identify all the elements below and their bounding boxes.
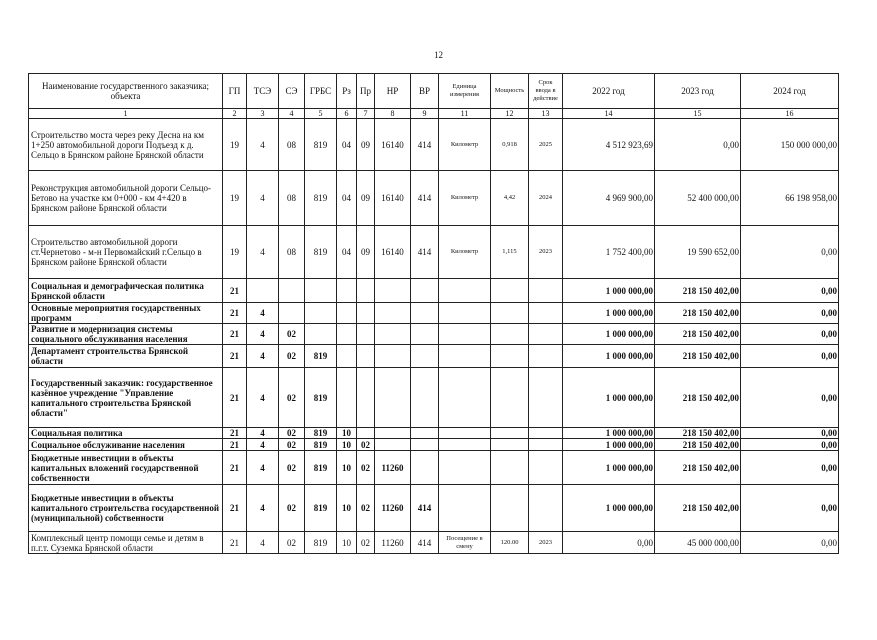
cell-amount-2022: 1 000 000,00 <box>563 324 655 345</box>
cell-pr <box>357 428 375 439</box>
cell-name: Бюджетные инвестиции в объекты капитальных вложений государственной собственности <box>29 451 223 485</box>
cell-amount-2024: 0,00 <box>741 226 839 279</box>
cell-tse: 4 <box>247 303 279 324</box>
cell-amount-2022: 1 000 000,00 <box>563 451 655 485</box>
cell-commission-date <box>529 485 563 532</box>
cell-name: Социальная политика <box>29 428 223 439</box>
cell-name: Строительство моста через реку Десна на км 1+250 автомобильной дороги Подъезд к д. Сельцо в Брянском районе Брянской области <box>29 119 223 171</box>
cell-nr: 16140 <box>375 226 411 279</box>
cell-vr <box>411 279 439 303</box>
header-row <box>29 74 839 109</box>
cell-gp: 19 <box>223 226 247 279</box>
cell-unit: Километр <box>439 119 491 171</box>
cell-pr: 09 <box>357 171 375 226</box>
cell-capacity <box>491 279 529 303</box>
cell-rz: 04 <box>337 226 357 279</box>
cell-se: 02 <box>279 324 305 345</box>
column-number: 15 <box>655 109 741 119</box>
cell-vr: 414 <box>411 171 439 226</box>
budget-table <box>28 73 839 554</box>
cell-rz: 04 <box>337 119 357 171</box>
cell-tse: 4 <box>247 368 279 428</box>
cell-vr: 414 <box>411 119 439 171</box>
cell-gp: 21 <box>223 532 247 554</box>
cell-capacity: 1,115 <box>491 226 529 279</box>
table-row <box>29 485 839 532</box>
cell-amount-2024: 0,00 <box>741 532 839 554</box>
cell-amount-2024: 0,00 <box>741 324 839 345</box>
cell-se <box>279 279 305 303</box>
cell-nr <box>375 368 411 428</box>
cell-amount-2023: 218 150 402,00 <box>655 279 741 303</box>
cell-tse: 4 <box>247 451 279 485</box>
cell-amount-2023: 218 150 402,00 <box>655 368 741 428</box>
column-number: 2 <box>223 109 247 119</box>
cell-se: 08 <box>279 226 305 279</box>
table-row <box>29 279 839 303</box>
cell-unit: Километр <box>439 226 491 279</box>
cell-amount-2022: 1 000 000,00 <box>563 368 655 428</box>
cell-tse: 4 <box>247 428 279 439</box>
cell-pr <box>357 303 375 324</box>
cell-unit <box>439 279 491 303</box>
cell-vr <box>411 439 439 451</box>
header-vr: ВР <box>411 74 439 109</box>
cell-vr: 414 <box>411 532 439 554</box>
column-number: 13 <box>529 109 563 119</box>
table-row <box>29 324 839 345</box>
cell-unit <box>439 324 491 345</box>
cell-nr <box>375 428 411 439</box>
cell-nr <box>375 303 411 324</box>
header-rz: Рз <box>337 74 357 109</box>
cell-vr <box>411 368 439 428</box>
header-commission-date: Срок ввода в действие <box>529 74 563 109</box>
cell-rz <box>337 279 357 303</box>
column-number: 5 <box>305 109 337 119</box>
cell-name: Развитие и модернизация системы социального обслуживания населения <box>29 324 223 345</box>
cell-commission-date <box>529 279 563 303</box>
cell-tse: 4 <box>247 119 279 171</box>
column-number: 1 <box>29 109 223 119</box>
cell-pr: 02 <box>357 439 375 451</box>
cell-amount-2022: 1 000 000,00 <box>563 439 655 451</box>
header-unit: Единица измерения <box>439 74 491 109</box>
cell-amount-2024: 0,00 <box>741 428 839 439</box>
cell-capacity: 4,42 <box>491 171 529 226</box>
cell-amount-2024: 0,00 <box>741 368 839 428</box>
column-number: 8 <box>375 109 411 119</box>
cell-tse: 4 <box>247 226 279 279</box>
cell-gp: 21 <box>223 428 247 439</box>
column-number: 6 <box>337 109 357 119</box>
cell-grbs: 819 <box>305 226 337 279</box>
cell-name: Комплексный центр помощи семье и детям в п.г.т. Суземка Брянской области <box>29 532 223 554</box>
cell-amount-2022: 4 969 900,00 <box>563 171 655 226</box>
cell-gp: 19 <box>223 171 247 226</box>
cell-amount-2024: 0,00 <box>741 451 839 485</box>
cell-amount-2023: 52 400 000,00 <box>655 171 741 226</box>
cell-amount-2024: 66 198 958,00 <box>741 171 839 226</box>
cell-vr <box>411 324 439 345</box>
cell-rz <box>337 303 357 324</box>
column-number: 11 <box>439 109 491 119</box>
cell-vr <box>411 345 439 368</box>
table-row <box>29 345 839 368</box>
cell-commission-date <box>529 428 563 439</box>
cell-amount-2024: 150 000 000,00 <box>741 119 839 171</box>
cell-unit <box>439 485 491 532</box>
table-row <box>29 171 839 226</box>
column-number: 7 <box>357 109 375 119</box>
cell-grbs <box>305 303 337 324</box>
cell-amount-2023: 218 150 402,00 <box>655 451 741 485</box>
table-row <box>29 428 839 439</box>
cell-rz: 10 <box>337 439 357 451</box>
cell-gp: 21 <box>223 439 247 451</box>
cell-tse: 4 <box>247 171 279 226</box>
cell-pr <box>357 324 375 345</box>
cell-rz <box>337 368 357 428</box>
column-number: 3 <box>247 109 279 119</box>
cell-amount-2023: 19 590 652,00 <box>655 226 741 279</box>
cell-tse: 4 <box>247 324 279 345</box>
cell-unit <box>439 345 491 368</box>
cell-nr: 11260 <box>375 532 411 554</box>
cell-gp: 21 <box>223 345 247 368</box>
cell-tse <box>247 279 279 303</box>
cell-rz: 10 <box>337 451 357 485</box>
cell-tse: 4 <box>247 439 279 451</box>
cell-rz: 10 <box>337 532 357 554</box>
cell-capacity <box>491 439 529 451</box>
cell-grbs: 819 <box>305 532 337 554</box>
cell-name: Социальная и демографическая политика Брянской области <box>29 279 223 303</box>
cell-capacity <box>491 345 529 368</box>
cell-amount-2023: 45 000 000,00 <box>655 532 741 554</box>
header-year-2022: 2022 год <box>563 74 655 109</box>
cell-unit: Километр <box>439 171 491 226</box>
table-row <box>29 439 839 451</box>
cell-gp: 21 <box>223 485 247 532</box>
cell-capacity: 120.00 <box>491 532 529 554</box>
column-number: 9 <box>411 109 439 119</box>
cell-amount-2022: 1 000 000,00 <box>563 303 655 324</box>
cell-commission-date <box>529 451 563 485</box>
cell-grbs: 819 <box>305 428 337 439</box>
cell-nr <box>375 324 411 345</box>
cell-amount-2024: 0,00 <box>741 279 839 303</box>
cell-amount-2023: 218 150 402,00 <box>655 485 741 532</box>
cell-amount-2023: 218 150 402,00 <box>655 345 741 368</box>
cell-name: Основные мероприятия государственных программ <box>29 303 223 324</box>
cell-capacity <box>491 324 529 345</box>
cell-amount-2022: 1 000 000,00 <box>563 345 655 368</box>
cell-rz: 04 <box>337 171 357 226</box>
cell-pr: 02 <box>357 485 375 532</box>
cell-capacity: 0,918 <box>491 119 529 171</box>
cell-grbs: 819 <box>305 171 337 226</box>
cell-unit <box>439 451 491 485</box>
cell-unit <box>439 428 491 439</box>
header-pr: Пр <box>357 74 375 109</box>
cell-se: 02 <box>279 439 305 451</box>
table-row <box>29 226 839 279</box>
column-number: 12 <box>491 109 529 119</box>
cell-amount-2022: 1 000 000,00 <box>563 485 655 532</box>
cell-rz: 10 <box>337 428 357 439</box>
cell-capacity <box>491 451 529 485</box>
cell-commission-date <box>529 303 563 324</box>
cell-se: 02 <box>279 451 305 485</box>
cell-amount-2024: 0,00 <box>741 303 839 324</box>
cell-capacity <box>491 428 529 439</box>
cell-se: 08 <box>279 119 305 171</box>
cell-grbs: 819 <box>305 439 337 451</box>
cell-commission-date <box>529 324 563 345</box>
header-capacity: Мощность <box>491 74 529 109</box>
cell-grbs <box>305 279 337 303</box>
cell-capacity <box>491 485 529 532</box>
cell-name: Строительство автомобильной дороги ст.Чернетово - м-н Первомайский г.Сельцо в Брянском районе Брянской области <box>29 226 223 279</box>
cell-vr <box>411 303 439 324</box>
cell-rz <box>337 324 357 345</box>
cell-se: 02 <box>279 345 305 368</box>
cell-nr <box>375 439 411 451</box>
header-tse: ТСЭ <box>247 74 279 109</box>
cell-amount-2024: 0,00 <box>741 345 839 368</box>
cell-gp: 19 <box>223 119 247 171</box>
cell-tse: 4 <box>247 532 279 554</box>
table-row <box>29 119 839 171</box>
cell-commission-date <box>529 439 563 451</box>
cell-amount-2023: 0,00 <box>655 119 741 171</box>
cell-se: 02 <box>279 485 305 532</box>
cell-grbs: 819 <box>305 451 337 485</box>
header-year-2024: 2024 год <box>741 74 839 109</box>
cell-amount-2023: 218 150 402,00 <box>655 439 741 451</box>
cell-gp: 21 <box>223 324 247 345</box>
cell-gp: 21 <box>223 303 247 324</box>
cell-unit <box>439 439 491 451</box>
cell-se: 02 <box>279 368 305 428</box>
cell-pr <box>357 368 375 428</box>
cell-tse: 4 <box>247 485 279 532</box>
cell-grbs: 819 <box>305 368 337 428</box>
cell-rz: 10 <box>337 485 357 532</box>
cell-nr <box>375 279 411 303</box>
cell-commission-date: 2025 <box>529 119 563 171</box>
column-number: 14 <box>563 109 655 119</box>
cell-nr <box>375 345 411 368</box>
table-body <box>29 119 839 554</box>
cell-name: Государственный заказчик: государственное казённое учреждение "Управление капитального строительства Брянской области" <box>29 368 223 428</box>
cell-se <box>279 303 305 324</box>
cell-gp: 21 <box>223 368 247 428</box>
cell-pr <box>357 279 375 303</box>
cell-commission-date: 2023 <box>529 532 563 554</box>
cell-se: 02 <box>279 532 305 554</box>
cell-grbs: 819 <box>305 345 337 368</box>
cell-nr: 11260 <box>375 485 411 532</box>
cell-vr <box>411 451 439 485</box>
cell-vr <box>411 428 439 439</box>
cell-pr: 02 <box>357 532 375 554</box>
column-number: 4 <box>279 109 305 119</box>
cell-nr: 16140 <box>375 171 411 226</box>
cell-pr <box>357 345 375 368</box>
cell-grbs: 819 <box>305 485 337 532</box>
table-row <box>29 451 839 485</box>
header-year-2023: 2023 год <box>655 74 741 109</box>
cell-amount-2023: 218 150 402,00 <box>655 428 741 439</box>
page-number: 12 <box>434 50 443 60</box>
cell-name: Департамент строительства Брянской области <box>29 345 223 368</box>
cell-gp: 21 <box>223 451 247 485</box>
cell-commission-date <box>529 345 563 368</box>
cell-amount-2024: 0,00 <box>741 439 839 451</box>
cell-vr: 414 <box>411 485 439 532</box>
cell-se: 08 <box>279 171 305 226</box>
cell-amount-2024: 0,00 <box>741 485 839 532</box>
cell-gp: 21 <box>223 279 247 303</box>
cell-commission-date <box>529 368 563 428</box>
cell-amount-2022: 1 000 000,00 <box>563 279 655 303</box>
cell-commission-date: 2023 <box>529 226 563 279</box>
cell-tse: 4 <box>247 345 279 368</box>
header-nr: НР <box>375 74 411 109</box>
cell-amount-2022: 1 752 400,00 <box>563 226 655 279</box>
cell-pr: 09 <box>357 119 375 171</box>
cell-name: Социальное обслуживание населения <box>29 439 223 451</box>
table-row <box>29 368 839 428</box>
column-numbers-row <box>29 109 839 119</box>
cell-nr: 11260 <box>375 451 411 485</box>
cell-se: 02 <box>279 428 305 439</box>
cell-name: Бюджетные инвестиции в объекты капитального строительства государственной (муниципальной) собственности <box>29 485 223 532</box>
cell-rz <box>337 345 357 368</box>
cell-vr: 414 <box>411 226 439 279</box>
table-row <box>29 532 839 554</box>
cell-amount-2023: 218 150 402,00 <box>655 303 741 324</box>
cell-amount-2022: 4 512 923,69 <box>563 119 655 171</box>
header-grbs: ГРБС <box>305 74 337 109</box>
cell-amount-2023: 218 150 402,00 <box>655 324 741 345</box>
cell-unit <box>439 368 491 428</box>
header-se: СЭ <box>279 74 305 109</box>
cell-commission-date: 2024 <box>529 171 563 226</box>
cell-capacity <box>491 368 529 428</box>
cell-pr: 02 <box>357 451 375 485</box>
header-name: Наименование государственного заказчика; объекта <box>29 74 223 109</box>
column-number: 16 <box>741 109 839 119</box>
cell-amount-2022: 0,00 <box>563 532 655 554</box>
cell-grbs <box>305 324 337 345</box>
cell-capacity <box>491 303 529 324</box>
cell-nr: 16140 <box>375 119 411 171</box>
cell-unit <box>439 303 491 324</box>
header-gp: ГП <box>223 74 247 109</box>
cell-amount-2022: 1 000 000,00 <box>563 428 655 439</box>
cell-unit: Посещение в смену <box>439 532 491 554</box>
table-row <box>29 303 839 324</box>
cell-grbs: 819 <box>305 119 337 171</box>
cell-name: Реконструкция автомобильной дороги Сельцо-Бетово на участке км 0+000 - км 4+420 в Брянском районе Брянской области <box>29 171 223 226</box>
cell-pr: 09 <box>357 226 375 279</box>
